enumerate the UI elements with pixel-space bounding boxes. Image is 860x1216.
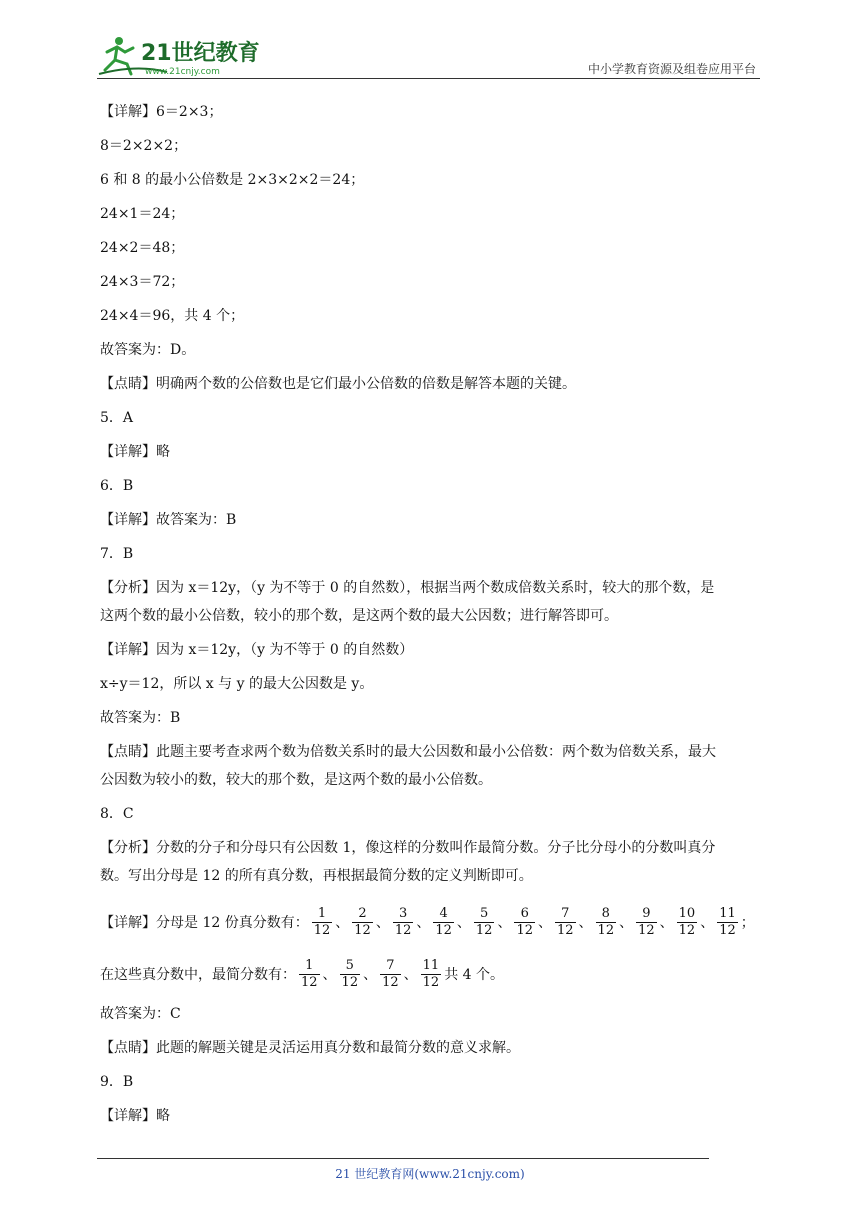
fraction-numerator: 1 — [317, 905, 327, 921]
fraction — [717, 906, 738, 939]
fraction-separator: 、 — [363, 967, 378, 983]
fraction-line-suffix: 共 4 个。 — [444, 967, 504, 983]
fraction-separator: 、 — [700, 915, 715, 931]
fraction — [352, 906, 373, 939]
fraction-denominator: 12 — [313, 922, 331, 938]
fraction-numerator: 7 — [561, 905, 570, 921]
fraction-numerator: 6 — [520, 905, 529, 921]
fraction-denominator: 12 — [475, 922, 493, 938]
text-line: 6 和 8 的最小公倍数是 2×3×2×2＝24； — [100, 172, 365, 188]
text-line: 公因数为较小的数，较大的那个数，是这两个数的最小公倍数。 — [100, 772, 492, 788]
fraction — [474, 906, 495, 939]
fraction — [636, 906, 657, 939]
fraction-separator: 、 — [416, 915, 431, 931]
fraction — [421, 958, 442, 991]
fraction — [433, 906, 454, 939]
fraction-denominator: 12 — [719, 922, 736, 938]
fraction — [380, 958, 401, 991]
answer-line: 8．C — [100, 806, 134, 822]
answer-line: 6．B — [100, 478, 134, 494]
fraction — [677, 906, 698, 939]
text-line: 【详解】故答案为：B — [100, 512, 237, 528]
answer-line: 9．B — [100, 1074, 134, 1090]
fraction-numerator: 7 — [386, 957, 395, 973]
document-body — [100, 102, 765, 1140]
text-line: 数。写出分母是 12 的所有真分数，再根据最简分数的定义判断即可。 — [100, 868, 533, 884]
fraction-line-proper — [100, 900, 765, 944]
text-line: 【点睛】此题的解题关键是灵活运用真分数和最简分数的意义求解。 — [100, 1040, 520, 1056]
page-header — [97, 30, 760, 80]
text-line: 故答案为：B — [100, 710, 181, 726]
fraction-denominator: 12 — [354, 922, 371, 938]
fraction-denominator: 12 — [516, 922, 533, 938]
footer-divider — [97, 1158, 709, 1159]
fraction-numerator: 3 — [398, 905, 408, 921]
text-line: 【详解】因为 x＝12y，（y 为不等于 0 的自然数） — [100, 642, 414, 658]
text-line: 8＝2×2×2； — [100, 138, 188, 154]
fraction — [340, 958, 361, 991]
fraction-numerator: 1 — [305, 957, 314, 973]
platform-name: 中小学教育资源及组卷应用平台 — [587, 62, 756, 76]
text-line: 【分析】分数的分子和分母只有公因数 1，像这样的分数叫作最简分数。分子比分母小的分数叫真分 — [100, 840, 716, 856]
fraction-denominator: 12 — [638, 922, 655, 938]
fraction-denominator: 12 — [394, 922, 412, 938]
fraction-denominator: 12 — [341, 974, 359, 990]
text-line: 【详解】6＝2×3； — [100, 104, 223, 120]
text-line: 【点睛】此题主要考查求两个数为倍数关系时的最大公因数和最小公倍数：两个数为倍数关系，最大 — [100, 744, 716, 760]
fraction-separator: 、 — [619, 915, 634, 931]
fraction-numerator: 4 — [439, 905, 448, 921]
fraction-numerator: 9 — [642, 905, 651, 921]
fraction-numerator: 10 — [678, 905, 696, 921]
fraction-separator: 、 — [538, 915, 552, 931]
text-line: 【分析】因为 x＝12y，（y 为不等于 0 的自然数），根据当两个数成倍数关系时，较大的那个数，是 — [100, 580, 715, 596]
text-line: 24×1＝24； — [100, 206, 185, 222]
logo-url: www.21cnjy.com — [145, 67, 220, 77]
fraction — [555, 906, 576, 939]
fraction-numerator: 11 — [719, 905, 736, 921]
fraction-denominator: 12 — [557, 922, 574, 938]
answer-line: 5．A — [100, 410, 134, 426]
text-line: 24×4＝96，共 4 个； — [100, 308, 245, 324]
fraction-separator: 、 — [322, 967, 337, 983]
logo-text: 21世纪教育 — [141, 41, 260, 66]
fraction-separator: 、 — [375, 915, 390, 931]
text-line: 这两个数的最小公倍数，较小的那个数，是这两个数的最大公因数；进行解答即可。 — [100, 608, 618, 624]
fraction — [596, 906, 617, 939]
text-line: 故答案为：D。 — [100, 342, 196, 358]
fraction-separator: 、 — [659, 915, 674, 931]
fraction-numerator: 5 — [480, 905, 489, 921]
fraction-separator: 、 — [497, 915, 512, 931]
fraction — [514, 906, 535, 939]
fraction-denominator: 12 — [301, 974, 318, 990]
fraction-line-prefix: 在这些真分数中，最简分数有： — [100, 967, 296, 983]
fraction-line-prefix: 【详解】分母是 12 份真分数有： — [100, 915, 309, 931]
fraction-separator: 、 — [403, 967, 418, 983]
fraction-separator: 、 — [578, 915, 593, 931]
answer-line: 7．B — [100, 546, 134, 562]
text-line: 【详解】略 — [100, 1108, 170, 1124]
fraction-denominator: 12 — [382, 974, 399, 990]
header-divider — [97, 78, 760, 79]
fraction-separator: 、 — [335, 915, 350, 931]
text-line: 【详解】略 — [100, 444, 170, 460]
fraction-numerator: 11 — [422, 957, 440, 973]
fraction-denominator: 12 — [597, 922, 615, 938]
text-line: 24×2＝48； — [100, 240, 185, 256]
fraction-separator: 、 — [456, 915, 471, 931]
fraction — [299, 958, 320, 991]
text-line: x÷y＝12，所以 x 与 y 的最大公因数是 y。 — [100, 676, 374, 692]
fraction-numerator: 2 — [358, 905, 367, 921]
fraction-line-suffix: ； — [740, 915, 755, 931]
text-line: 24×3＝72； — [100, 274, 185, 290]
text-line: 故答案为：C — [100, 1006, 181, 1022]
text-line: 【点睛】明确两个数的公倍数也是它们最小公倍数的倍数是解答本题的关键。 — [100, 376, 576, 392]
footer-text: 21 世纪教育网(www.21cnjy.com) — [335, 1167, 525, 1181]
fraction-denominator: 12 — [678, 922, 696, 938]
fraction-line-simplest — [100, 952, 765, 996]
fraction-numerator: 5 — [345, 957, 354, 973]
fraction-denominator: 12 — [422, 974, 440, 990]
fraction-numerator: 8 — [601, 905, 610, 921]
site-logo — [97, 34, 267, 78]
fraction — [312, 906, 333, 939]
fraction-denominator: 12 — [435, 922, 452, 938]
fraction — [393, 906, 414, 939]
